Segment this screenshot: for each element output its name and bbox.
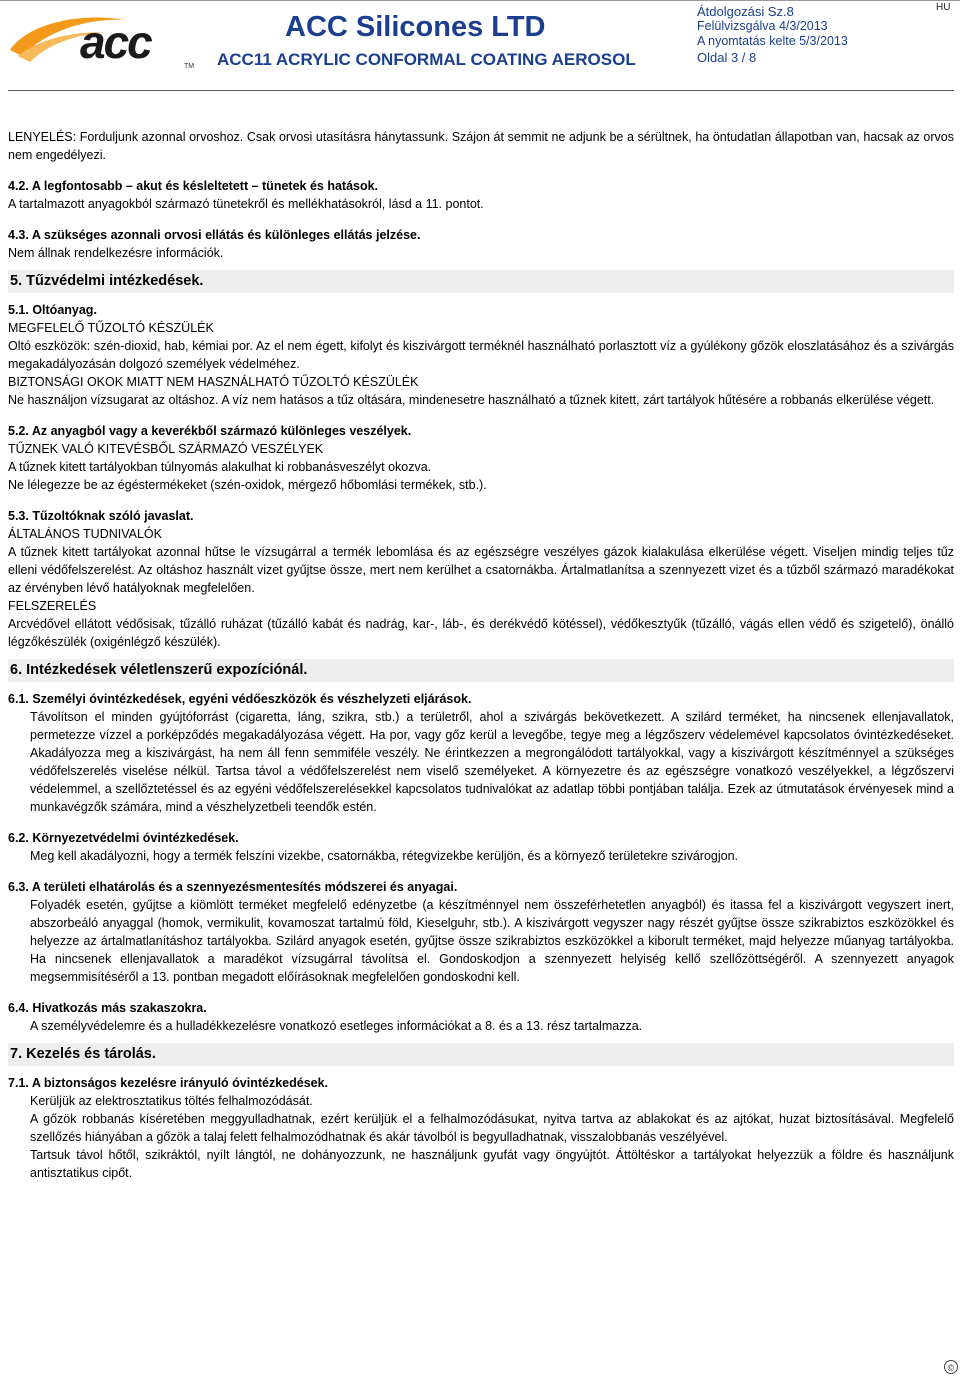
ingestion-paragraph: LENYELÉS: Forduljunk azonnal orvoshoz. Csak orvosi utasításra hánytassunk. Szájon át semmit ne adjunk be a sérültnek, ha öntudatlan állapotban van, hacsak az orvos nem engedélyezi. — [8, 130, 954, 162]
section-5-3-title: 5.3. Tűzoltóknak szóló javaslat. — [8, 509, 194, 523]
page-header — [0, 0, 960, 90]
section-4-3-text: Nem állnak rendelkezésre információk. — [8, 246, 224, 260]
header-divider — [8, 90, 954, 91]
section-5-heading: 5. Tűzvédelmi intézkedések. — [8, 270, 954, 293]
top-border — [0, 0, 960, 1]
page-number: Oldal 3 / 8 — [697, 50, 757, 65]
document-body — [8, 128, 954, 1182]
section-6-1-title: 6.1. Személyi óvintézkedések, egyéni védőeszközök és vészhelyzeti eljárások. — [8, 692, 472, 706]
language-code: HU — [936, 2, 951, 13]
company-name: ACC Silicones LTD — [285, 11, 546, 43]
section-4-3-title: 4.3. A szükséges azonnali orvosi ellátás és különleges ellátás jelzése. — [8, 228, 421, 242]
section-6-4-title: 6.4. Hivatkozás más szakaszokra. — [8, 1001, 207, 1015]
acc-logo — [8, 6, 208, 70]
section-7-heading: 7. Kezelés és tárolás. — [8, 1043, 954, 1066]
section-7-1-paragraph-1: Kerüljük az elektrosztatikus töltés felhalmozódását. — [30, 1094, 313, 1108]
section-6-4-text: A személyvédelemre és a hulladékkezelésre vonatkozó esetleges információkat a 8. és a 13. rész tartalmazza. — [30, 1019, 643, 1033]
section-6-3-text: Folyadék esetén, gyűjtse a kiömlött terméket megfelelő edényzetbe (a készítménnyel nem összeférhetetlen anyagból) és itassa fel a kiszivárgott vegyszert inert, abszorbeáló anyaggal (homok, vermikulit, kovamoszat tartalmú föld, Kieselguhr, stb.). A kiszivárgott vegyszer nagy részét gyűjtse össze szikrabiztos eszközökkel és helyezze az ártalmatlanításhoz tartályokba. Szilárd anyagok esetén, gyűjtse össze szikrabiztos eszközökkel a kiborult terméket, majd helyezze műanyag tartályokba. Ha nincsenek ellenjavallatok a maradékot vízsugárral távolítsa el. Gondoskodjon a szennyezett helyiség kellő szellőzöttségéről. A szennyezett anyagok megsemmisítéséről a 13. pontban megadott előírásoknak megfelelően gondoskodni kell. — [30, 898, 954, 984]
section-5-3-subheading-2: FELSZERELÉS — [8, 599, 97, 613]
section-5-2-title: 5.2. Az anyagból vagy a keverékből származó különleges veszélyek. — [8, 424, 412, 438]
document-meta — [697, 4, 848, 65]
section-4-2-title: 4.2. A legfontosabb – akut és késleltetett – tünetek és hatások. — [8, 179, 379, 193]
section-6-1-text: Távolítson el minden gyújtóforrást (cigaretta, láng, szikra, stb.) a területről, ahol a szivárgás bekövetkezett. A szilárd terméket, ha nincsenek ellenjavallatok, permetezze vízzel a porképződés megakadályozása végett. Ha por, vagy gőz kerül a levegőbe, tegye meg a légzőszerv védelemével kapcsolatos óvintézkedéseket. Akadályozza meg a kiszivárgást, ha nem áll fenn semmiféle veszély. Ne érintkezzen a megrongálódott tartályokkal, vagy a kiszivárgott készítménnyel a szükséges védőfelszerelés viselése nélkül. Tartsa távol a védőfelszerelést nem viselő személyeket. A környezetre és az egészségre vonatkozó veszélyekkel, a légzőszervi védelemmel, a szellőztetéssel és az egyéni védőfelszerelésekkel kapcsolatos tudnivalókat az adatlap többi pontjában találja. Ezek az útmutatások érvényesek mind a munkavégzők számára, mind a vészhelyzetbeli teendők estén. — [30, 710, 954, 814]
section-5-2-paragraph-1: A tűznek kitett tartályokban túlnyomás alakulhat ki robbanásveszélyt okozva. — [8, 460, 432, 474]
section-5-1-subheading-2: BIZTONSÁGI OKOK MIATT NEM HASZNÁLHATÓ TŰZOLTÓ KÉSZÜLÉK — [8, 375, 419, 389]
copyright-icon: © — [944, 1360, 958, 1374]
section-5-1-paragraph-1: Oltó eszközök: szén-dioxid, hab, kémiai por. Az el nem égett, kifolyt és kiszivárgott terméknél használható porlasztott víz a gyúlékony gőzök eloszlatásához és a szivárgás megakadályozásán dolgozó személyek védelméhez. — [8, 339, 954, 371]
print-date: A nyomtatás kelte 5/3/2013 — [697, 34, 848, 48]
product-name: ACC11 ACRYLIC CONFORMAL COATING AEROSOL — [217, 50, 636, 69]
section-7-1-paragraph-2: A gőzök robbanás kíséretében meggyulladhatnak, ezért kerüljük el a felhalmozódásukat, nyitva tartva az ablakokat és az ajtókat, huzat biztosításával. Megfelelő szellőzés hiányában a gőzök a talaj felett felhalmozódhatnak és akár távolból is begyulladhatnak, visszalobbanás veszélyével. — [30, 1112, 954, 1144]
revision-date: Felülvizsgálva 4/3/2013 — [697, 19, 828, 33]
section-5-2-paragraph-2: Ne lélegezze be az égéstermékeket (szén-oxidok, mérgező hőbomlási termékek, stb.). — [8, 478, 487, 492]
section-5-1-paragraph-2: Ne használjon vízsugarat az oltáshoz. A víz nem hatásos a tűz oltására, mindenesetre használható a tűznek kitett, zárt tartályok hűtésére a robbanás elkerülése végett. — [8, 393, 935, 407]
section-4-2-text: A tartalmazott anyagokból származó tünetekről és mellékhatásokról, lásd a 11. pontot. — [8, 197, 484, 211]
section-6-3-title: 6.3. A területi elhatárolás és a szennyezésmentesítés módszerei és anyagai. — [8, 880, 458, 894]
section-5-3-subheading-1: ÁLTALÁNOS TUDNIVALÓK — [8, 527, 162, 541]
section-5-1-subheading-1: MEGFELELŐ TŰZOLTÓ KÉSZÜLÉK — [8, 321, 214, 335]
section-7-1-paragraph-3: Tartsuk távol hőtől, szikráktól, nyílt lángtól, ne dohányozzunk, ne használjunk gyufát vagy öngyújtót. Áttöltéskor a tartályokat helyezzük a földre és használjunk antisztatikus cipőt. — [30, 1148, 954, 1180]
section-7-1-title: 7.1. A biztonságos kezelésre irányuló óvintézkedések. — [8, 1076, 329, 1090]
acc-logo-graphic — [8, 6, 208, 70]
version-number: Átdolgozási Sz.8 — [697, 4, 794, 19]
section-6-2-title: 6.2. Környezetvédelmi óvintézkedések. — [8, 831, 239, 845]
section-6-heading: 6. Intézkedések véletlenszerű expozíciónál. — [8, 659, 954, 682]
section-5-3-paragraph-2: Arcvédővel ellátott védősisak, tűzálló ruházat (tűzálló kabát és nadrág, kar-, láb-, és derékvédő kötéssel), védőkesztyűk (tűzálló, vágás ellen védő és szigetelő), önálló légzőkészülék (oxigénlégző készülék). — [8, 617, 954, 649]
logo-wordmark: acc — [80, 16, 151, 68]
section-5-2-subheading: TŰZNEK VALÓ KITEVÉSBŐL SZÁRMAZÓ VESZÉLYEK — [8, 442, 324, 456]
logo-tm: TM — [184, 63, 195, 70]
section-5-1-title: 5.1. Oltóanyag. — [8, 303, 97, 317]
section-5-3-paragraph-1: A tűznek kitett tartályokat azonnal hűtse le vízsugárral a termék lebomlása és az egészségre veszélyes gázok kialakulása elkerülése végett. Viseljen mindig teljes tűz elleni védőfelszerelést. Az oltáshoz használt vizet gyűjtse össze, mert nem kerülhet a csatornákba. Ártalmatlanítsa a szennyezett vizet és a tűzből származó maradékokat az érvényben lévő hatályoknak megfelelően. — [8, 545, 954, 595]
section-6-2-text: Meg kell akadályozni, hogy a termék felszíni vizekbe, csatornákba, rétegvizekbe kerüljön, és a környező területekre szivárogjon. — [30, 849, 738, 863]
